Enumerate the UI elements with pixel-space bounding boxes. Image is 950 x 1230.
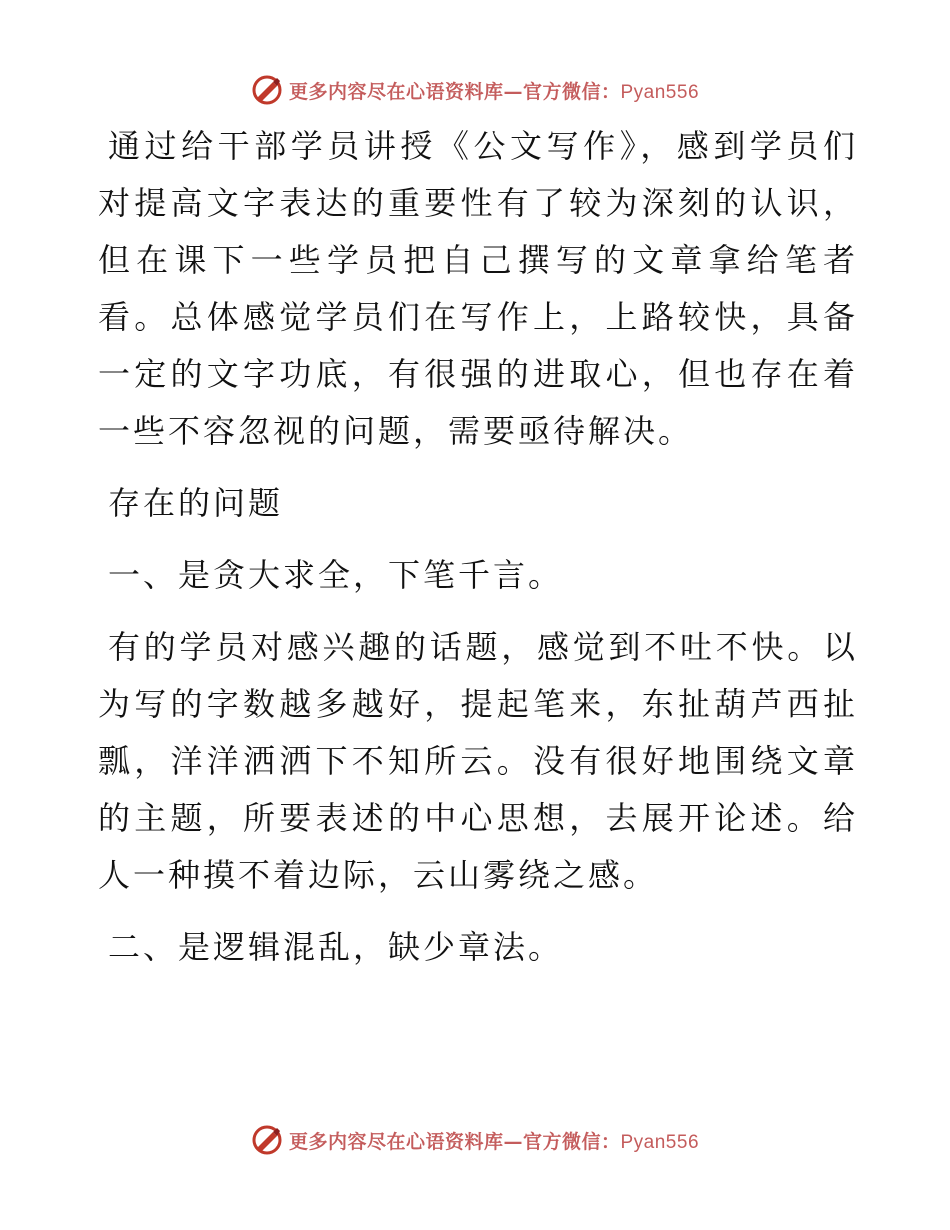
point-one-heading: 一、是贪大求全，下笔千言。: [108, 556, 564, 594]
watermark-text: 更多内容尽在心语资料库—官方微信：Pyan556: [288, 1130, 700, 1153]
point-one-paragraph: 有的学员对感兴趣的话题，感觉到不吐不快。以为写的字数越多越好，提起笔来，东扯葫芦西扯瓢，洋洋洒洒下不知所云。没有很好地围绕文章的主题，所要表述的中心思想，去展开论述。给人一种摸不着边际，云山雾绕之感。: [98, 628, 858, 894]
section-heading-problems: 存在的问题: [108, 484, 284, 522]
document-body: [98, 118, 858, 976]
header-watermark: [0, 70, 950, 110]
pen-logo-icon: [251, 74, 283, 106]
intro-paragraph: 通过给干部学员讲授《公文写作》，感到学员们对提高文字表达的重要性有了较为深刻的认识，但在课下一些学员把自己撰写的文章拿给笔者看。总体感觉学员们在写作上，上路较快，具备一定的文字功底，有很强的进取心，但也存在着一些不容忽视的问题，需要亟待解决。: [98, 127, 858, 450]
point-two-heading: 二、是逻辑混乱，缺少章法。: [108, 928, 564, 966]
footer-watermark: [0, 1120, 950, 1160]
pen-logo-icon: [251, 1124, 283, 1156]
watermark-text: 更多内容尽在心语资料库—官方微信：Pyan556: [288, 80, 700, 103]
